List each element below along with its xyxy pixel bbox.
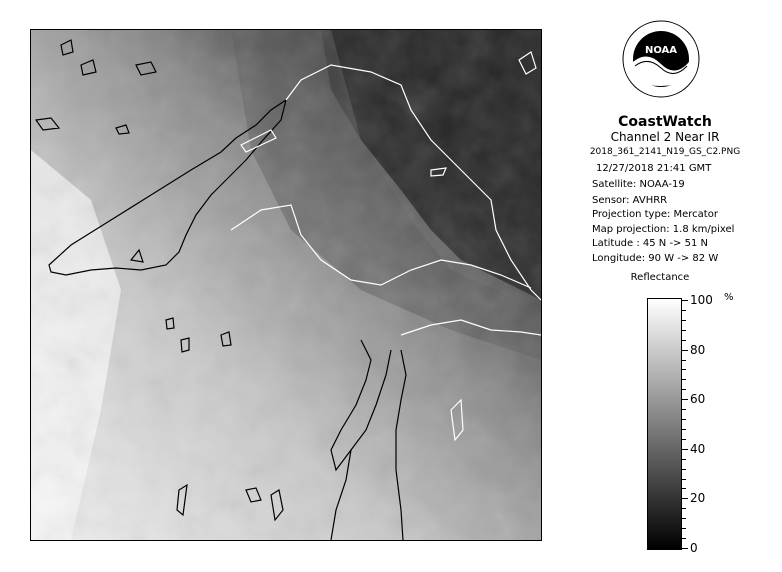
- colorbar-tick: [682, 330, 686, 331]
- colorbar-tick-label: 60: [690, 392, 706, 406]
- satellite-map[interactable]: [30, 29, 542, 541]
- colorbar-tick: [682, 479, 686, 480]
- colorbar-tick: [682, 439, 686, 440]
- brand-title: CoastWatch: [618, 114, 712, 130]
- colorbar-tick: [682, 498, 688, 499]
- colorbar-tick: [682, 538, 686, 539]
- colorbar-tick: [682, 528, 686, 529]
- colorbar-tick: [682, 469, 686, 470]
- colorbar-tick: [682, 379, 686, 380]
- colorbar-tick: [682, 310, 686, 311]
- colorbar-tick-label: 40: [690, 442, 706, 456]
- colorbar-tick: [682, 449, 688, 450]
- colorbar-tick: [682, 389, 686, 390]
- colorbar-tick: [682, 488, 686, 489]
- colorbar-tick-label: 20: [690, 491, 706, 505]
- latitude-label: Latitude : 45 N -> 51 N: [592, 238, 708, 249]
- legend-unit: %: [724, 292, 734, 303]
- legend-title: Reflectance: [630, 272, 690, 283]
- colorbar-tick: [682, 429, 686, 430]
- sensor-label: Sensor: AVHRR: [592, 195, 668, 206]
- colorbar-tick: [682, 409, 686, 410]
- projection-type-label: Projection type: Mercator: [592, 209, 718, 220]
- colorbar-tick: [682, 419, 686, 420]
- longitude-label: Longitude: 90 W -> 82 W: [592, 253, 719, 264]
- colorbar-tick: [682, 300, 688, 301]
- datetime-label: 12/27/2018 21:41 GMT: [596, 163, 712, 174]
- colorbar-tick: [682, 459, 686, 460]
- colorbar-tick: [682, 399, 688, 400]
- colorbar-tick: [682, 320, 686, 321]
- colorbar-tick-label: 80: [690, 343, 706, 357]
- map-canvas: [31, 30, 541, 540]
- channel-label: Channel 2 Near IR: [610, 130, 720, 144]
- colorbar-tick-label: 0: [690, 541, 698, 555]
- colorbar-tick: [682, 340, 686, 341]
- map-projection-label: Map projection: 1.8 km/pixel: [592, 224, 735, 235]
- noaa-emblem-icon: [622, 20, 700, 98]
- colorbar-tick: [682, 508, 686, 509]
- colorbar-tick: [682, 548, 688, 549]
- colorbar-tick: [682, 518, 686, 519]
- filename-label: 2018_361_2141_N19_GS_C2.PNG: [589, 147, 741, 157]
- colorbar-tick-label: 100: [690, 293, 713, 307]
- colorbar-tick: [682, 350, 688, 351]
- satellite-label: Satellite: NOAA-19: [592, 179, 685, 190]
- logo-text: NOAA: [644, 45, 678, 56]
- noaa-logo: [622, 20, 700, 98]
- colorbar: [647, 298, 682, 550]
- colorbar-tick: [682, 369, 686, 370]
- colorbar-tick: [682, 360, 686, 361]
